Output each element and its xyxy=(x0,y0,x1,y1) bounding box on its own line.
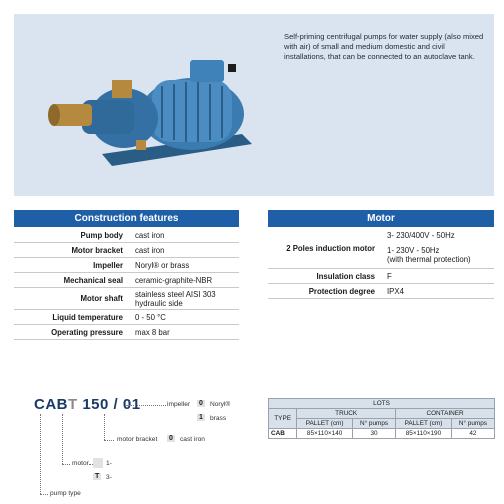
pump-type-leader-h xyxy=(40,494,48,495)
lots-container-pallet-header: PALLET (cm) xyxy=(396,419,452,429)
impeller-opt1-text: brass xyxy=(210,415,227,422)
motor-row-value: F xyxy=(387,271,392,281)
construction-row-value: cast iron xyxy=(135,245,165,255)
motor-opt-t-text: 3- xyxy=(106,474,112,481)
motor-opt-blank xyxy=(93,458,103,468)
impeller-opt0: 0 xyxy=(199,400,203,407)
lots-type: CAB xyxy=(269,429,297,439)
construction-row xyxy=(14,228,239,243)
lots-truck-npumps: 30 xyxy=(352,429,395,439)
table-row xyxy=(269,429,495,439)
model-code xyxy=(34,396,141,413)
product-hero xyxy=(14,14,494,196)
construction-row-label: Impeller xyxy=(93,260,123,270)
motor-row-value: IPX4 xyxy=(387,286,404,296)
motor-thermal-note: (with thermal protection) xyxy=(387,255,471,265)
lots-title: LOTS xyxy=(269,399,495,409)
construction-row-label: Operating pressure xyxy=(51,327,123,337)
construction-row-label: Mechanical seal xyxy=(63,275,123,285)
bracket-leader-h xyxy=(104,440,114,441)
motor-row-label: 2 Poles induction motor xyxy=(286,243,375,253)
motor-row-induction xyxy=(268,228,494,269)
motor-row-insulation xyxy=(268,269,494,284)
construction-row-label: Liquid temperature xyxy=(52,312,123,322)
lots-container-npumps-header: N° pumps xyxy=(451,419,494,429)
construction-row xyxy=(14,288,239,310)
motor-row-label: Insulation class xyxy=(316,271,375,281)
bracket-label: motor bracket xyxy=(117,436,158,443)
motor-code-label: motor xyxy=(72,460,89,467)
pump-image xyxy=(42,34,262,184)
motor-row-protection xyxy=(268,284,494,299)
lots-container-npumps: 42 xyxy=(451,429,494,439)
construction-row-value: Noryl® or brass xyxy=(135,260,190,270)
construction-row-value: stainless steel AISI 303 hydraulic side xyxy=(135,289,216,308)
impeller-opt1: 1 xyxy=(199,414,203,421)
construction-row-value: ceramic-graphite-NBR xyxy=(135,275,213,285)
motor-opt1: 1- xyxy=(106,460,112,467)
construction-row xyxy=(14,273,239,288)
motor-header: Motor xyxy=(268,210,494,227)
impeller-label: impeller xyxy=(167,401,191,408)
construction-row xyxy=(14,310,239,325)
motor-leader-v xyxy=(62,414,63,464)
lots-container-pallet: 85×110×190 xyxy=(396,429,452,439)
lots-truck-npumps-header: N° pumps xyxy=(352,419,395,429)
pump-type-label: pump type xyxy=(50,490,81,497)
construction-row xyxy=(14,258,239,273)
motor-voltage-1ph: 1- 230V - 50Hz xyxy=(387,245,440,255)
bracket-opt: 0 xyxy=(169,435,173,442)
lots-table xyxy=(268,398,495,439)
construction-row xyxy=(14,325,239,340)
lots-truck-header: TRUCK xyxy=(297,409,396,419)
lots-truck-pallet-header: PALLET (cm) xyxy=(297,419,353,429)
motor-row-label: Protection degree xyxy=(308,286,375,296)
construction-row-label: Motor shaft xyxy=(80,294,123,303)
construction-row-label: Pump body xyxy=(80,230,123,240)
construction-row-label: Motor bracket xyxy=(71,245,123,255)
code-slash: / xyxy=(113,396,119,413)
construction-row-value: 0 - 50 °C xyxy=(135,312,166,322)
code-number: 150 xyxy=(82,396,109,413)
code-t: T xyxy=(68,396,78,413)
bracket-leader-v xyxy=(104,414,105,440)
impeller-opt0-text: Noryl® xyxy=(210,401,231,408)
bracket-text: cast iron xyxy=(180,436,205,443)
lots-container-header: CONTAINER xyxy=(396,409,495,419)
construction-row xyxy=(14,243,239,258)
code-cab: CAB xyxy=(34,396,68,413)
impeller-leader xyxy=(126,405,166,406)
motor-voltage-3ph: 3- 230/400V - 50Hz xyxy=(387,231,455,241)
code-suffix: 01 xyxy=(122,396,141,413)
construction-header: Construction features xyxy=(14,210,239,227)
construction-row-value: max 8 bar xyxy=(135,327,170,337)
construction-row-value: cast iron xyxy=(135,230,165,240)
lots-type-header: TYPE xyxy=(269,409,297,429)
lots-truck-pallet: 85×110×140 xyxy=(297,429,353,439)
product-description: Self-priming centrifugal pumps for water supply (also mixed with air) of small and medium domestic and civil installations, that can be connected to an autoclave tank. xyxy=(284,32,484,62)
motor-leader-h xyxy=(62,464,70,465)
pump-type-leader-v xyxy=(40,414,41,494)
motor-opt-t: T xyxy=(95,473,100,480)
